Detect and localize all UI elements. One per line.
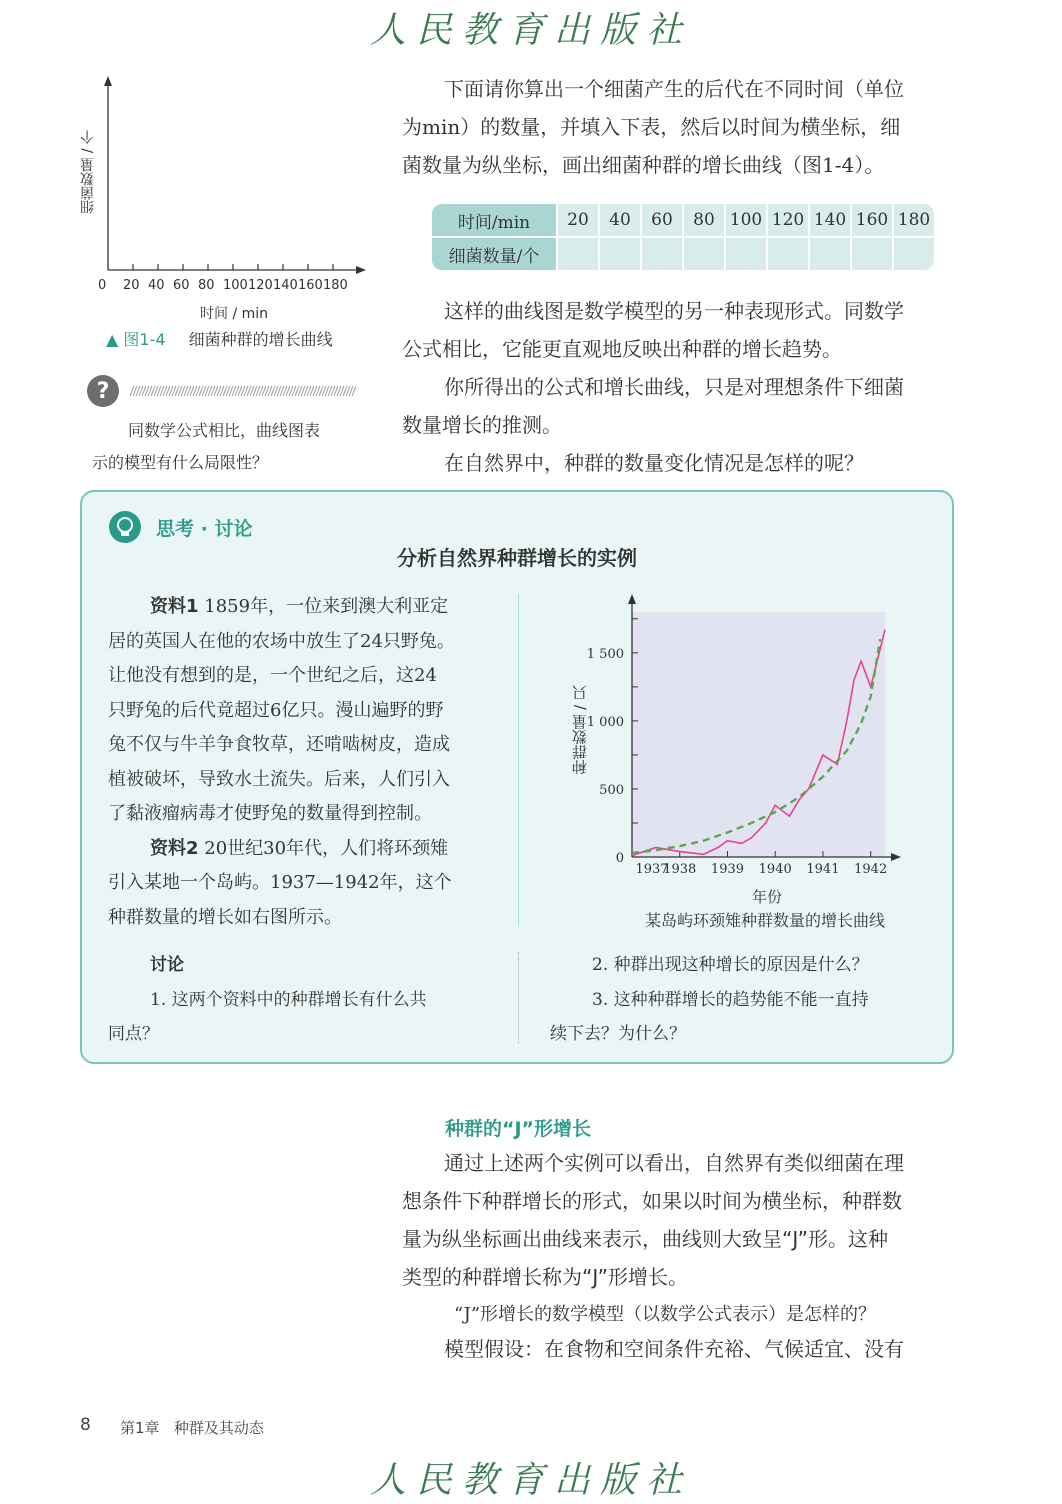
divider-top	[518, 595, 519, 925]
discussion-title: 分析自然界种群增长的实例	[397, 546, 637, 570]
figure-1-4-x-tick: 140	[273, 278, 298, 293]
intro-paragraph-1: 下面请你算出一个细菌产生的后代在不同时间（单位 为min）的数量，并填入下表，然后以时间为横坐标，细 菌数量为纵坐标，画出细菌种群的增长曲线（图1-4）。	[402, 77, 904, 177]
question-icon: ?	[96, 379, 110, 404]
chart-x-label: 年份	[752, 888, 783, 906]
caption-text: 细菌种群的增长曲线	[188, 330, 333, 349]
table-cell-empty[interactable]	[642, 238, 682, 270]
figure-1-4-x-tick: 40	[148, 278, 165, 293]
chart-x-tick-label: 1941	[806, 862, 840, 877]
table-cell: 20	[558, 204, 598, 236]
caption-number: 图1-4	[123, 330, 166, 349]
discussion-questions-right: 2. 种群出现这种增长的原因是什么？ 3. 这种种群增长的趋势能不能一直持 续下去？为什么？	[550, 955, 869, 1044]
table-cell: 120	[768, 204, 808, 236]
chart-y-tick-label: 1 500	[586, 646, 624, 662]
figure-1-4-x-tick: 60	[173, 278, 190, 293]
table-cell: 100	[726, 204, 766, 236]
table-cell: 160	[852, 204, 892, 236]
figure-1-4-x-tick: 120	[248, 278, 273, 293]
discuss-label: 讨论	[150, 955, 184, 975]
table-cell-empty[interactable]	[894, 238, 934, 270]
model-assumption-text: 模型假设：在食物和空间条件充裕、气候适宜、没有	[444, 1337, 904, 1361]
chart-x-tick-label: 1937	[635, 862, 669, 877]
chapter-number: 第1章	[120, 1419, 160, 1437]
table-row-time	[432, 204, 934, 236]
table-cell: 180	[894, 204, 934, 236]
divider-bottom	[518, 952, 519, 1044]
table-cell: 40	[600, 204, 640, 236]
figure-1-4-x-label: 时间 / min	[200, 306, 269, 322]
figure-1-4-y-label: 细菌数量 / 个	[80, 130, 96, 214]
j-model-question: “J”形增长的数学模型（以数学公式表示）是怎样的？	[454, 1304, 877, 1325]
figure-1-4-x-tick: 100	[223, 278, 248, 293]
j-growth-paragraph: 通过上述两个实例可以看出，自然界有类似细菌在理 想条件下种群增长的形式，如果以时间为横坐标，种群数 量为纵坐标画出曲线来表示，曲线则大致呈“J”形。这种 类型的种群增长称为“J”形增长。	[402, 1151, 904, 1289]
chart-x-tick-label: 1939	[710, 862, 745, 877]
chart-plot-area	[632, 612, 885, 857]
figure-1-4-caption	[106, 327, 333, 350]
bacteria-count-table	[430, 202, 936, 272]
discussion-label: 思考 · 讨论	[156, 518, 253, 540]
chapter-label	[120, 1417, 264, 1438]
chart-x-tick-label: 1938	[663, 862, 697, 877]
lightbulb-icon	[108, 510, 142, 544]
page-number: 8	[80, 1415, 91, 1435]
chart-title: 某岛屿环颈雉种群数量的增长曲线	[644, 911, 885, 930]
caption-marker: ▲	[106, 330, 119, 349]
table-cell-empty[interactable]	[558, 238, 598, 270]
discussion-questions-left: 讨论 1. 这两个资料中的种群增长有什么共 同点？	[108, 948, 508, 1052]
figure-1-4-x-tick: 20	[123, 278, 140, 293]
material-2-label: 资料2	[150, 837, 199, 859]
sidebar-question-text: 同数学公式相比，曲线图表 示的模型有什么局限性？	[92, 421, 321, 472]
chart-y-axis-arrow	[628, 594, 636, 604]
table-cell: 80	[684, 204, 724, 236]
table-header-count: 细菌数量/个	[432, 238, 556, 270]
j-growth-heading: 种群的“J”形增长	[445, 1118, 592, 1140]
chart-x-tick-label: 1942	[854, 862, 888, 877]
intro-paragraphs-2-4: 这样的曲线图是数学模型的另一种表现形式。同数学 公式相比，它能更直观地反映出种群的增长趋势。 你所得出的公式和增长曲线，只是对理想条件下细菌 数量增长的推测。 在自然界中，种群的数量变化情况是怎样的呢？	[402, 299, 904, 475]
chart-y-tick-label: 500	[599, 782, 624, 798]
material-1-label: 资料1	[150, 596, 199, 617]
table-cell-empty[interactable]	[600, 238, 640, 270]
figure-1-4-x-tick: 160	[298, 278, 323, 293]
chart-x-axis-arrow	[891, 853, 901, 861]
figure-1-4-x-tick: 0	[98, 278, 107, 293]
table-row-count	[432, 238, 934, 270]
table-cell: 140	[810, 204, 850, 236]
question-divider	[86, 374, 356, 410]
chart-y-tick-label: 1 000	[586, 714, 624, 730]
chart-y-label: 种群数量 / 只	[571, 685, 589, 775]
table-cell-empty[interactable]	[726, 238, 766, 270]
table-cell-empty[interactable]	[810, 238, 850, 270]
figure-1-4-x-tick: 180	[323, 278, 348, 293]
publisher-logo: 人民教育出版社	[369, 10, 692, 51]
chapter-title: 种群及其动态	[173, 1419, 264, 1437]
chart-x-tick-label: 1940	[758, 862, 792, 877]
table-cell: 60	[642, 204, 682, 236]
figure-1-4-x-tick: 80	[198, 278, 215, 293]
publisher-logo-footer: 人民教育出版社	[369, 1460, 692, 1501]
table-header-time: 时间/min	[432, 204, 556, 236]
pheasant-growth-chart	[560, 592, 920, 902]
table-cell-empty[interactable]	[852, 238, 892, 270]
table-cell-empty[interactable]	[684, 238, 724, 270]
material-text: 资料1 1859年，一位来到澳大利亚定 居的英国人在他的农场中放生了24只野兔。 让他没有想到的是，一个世纪之后，这24 只野兔的后代竟超过6亿只。漫山遍野的野 兔不仅与牛羊争食牧草，还啃啮树皮，造成 植被破坏，导致水土流失。后来，人们引入 了黏液瘤病毒才使野兔的数量得到控制。 资料2 20世纪30年代，人们将环颈雉 引入某地一个岛屿。1937—1942年，这个 种群数量的增长如右图所示。	[108, 596, 455, 928]
chart-y-tick-label: 0	[615, 851, 624, 866]
table-cell-empty[interactable]	[768, 238, 808, 270]
